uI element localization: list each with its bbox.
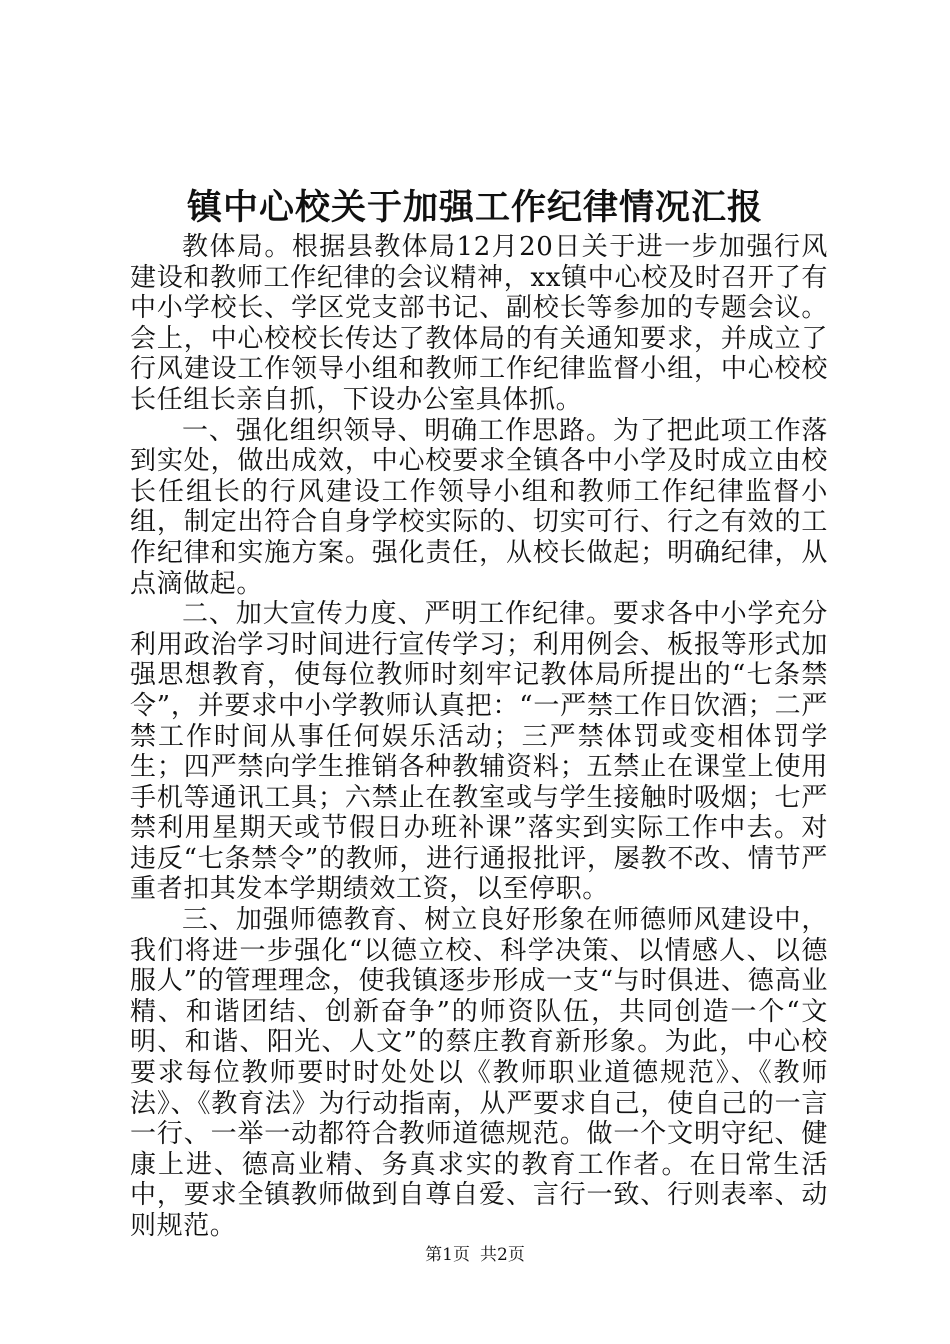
paragraph-intro: 教体局。根据县教体局12月20日关于进一步加强行风建设和教师工作纪律的会议精神，xx镇中心校及时召开了有中小学校长、学区党支部书记、副校长等参加的专题会议。会上，中心校校长传达了教体局的有关通知要求，并成立了行风建设工作领导小组和教师工作纪律监督小组，中心校校长任组长亲自抓，下设办公室具体抓。 xyxy=(130,232,828,415)
paragraph-section-3: 三、加强师德教育、树立良好形象在师德师风建设中，我们将进一步强化“以德立校、科学决策、以情感人、以德服人”的管理理念，使我镇逐步形成一支“与时俱进、德高业精、和谐团结、创新奋争”的师资队伍，共同创造一个“文明、和谐、阳光、人文”的蔡庄教育新形象。为此，中心校要求每位教师要时时处处以《教师职业道德规范》、《教师法》、《教育法》为行动指南，从严要求自己，使自己的一言一行、一举一动都符合教师道德规范。做一个文明守纪、健康上进、德高业精、务真求实的教育工作者。在日常生活中，要求全镇教师做到自尊自爱、言行一致、行则表率、动则规范。 xyxy=(130,905,828,1241)
paragraph-section-2: 二、加大宣传力度、严明工作纪律。要求各中小学充分利用政治学习时间进行宣传学习；利用例会、板报等形式加强思想教育，使每位教师时刻牢记教体局所提出的“七条禁令”，并要求中小学教师认真把：“一严禁工作日饮酒；二严禁工作时间从事任何娱乐活动；三严禁体罚或变相体罚学生；四严禁向学生推销各种教辅资料；五禁止在课堂上使用手机等通讯工具；六禁止在教室或与学生接触时吸烟；七严禁利用星期天或节假日办班补课”落实到实际工作中去。对违反“七条禁令”的教师，进行通报批评，屡教不改、情节严重者扣其发本学期绩效工资，以至停职。 xyxy=(130,599,828,905)
document-title: 镇中心校关于加强工作纪律情况汇报 xyxy=(186,187,763,228)
page-number: 第1页 xyxy=(425,1245,470,1265)
page-total: 共2页 xyxy=(480,1245,525,1265)
page-footer xyxy=(0,1243,950,1267)
paragraph-section-1: 一、强化组织领导、明确工作思路。为了把此项工作落到实处，做出成效，中心校要求全镇各中小学及时成立由校长任组长的行风建设工作领导小组和教师工作纪律监督小组，制定出符合自身学校实际的、切实可行、行之有效的工作纪律和实施方案。强化责任，从校长做起；明确纪律，从点滴做起。 xyxy=(130,415,828,599)
document-body xyxy=(130,232,828,1242)
